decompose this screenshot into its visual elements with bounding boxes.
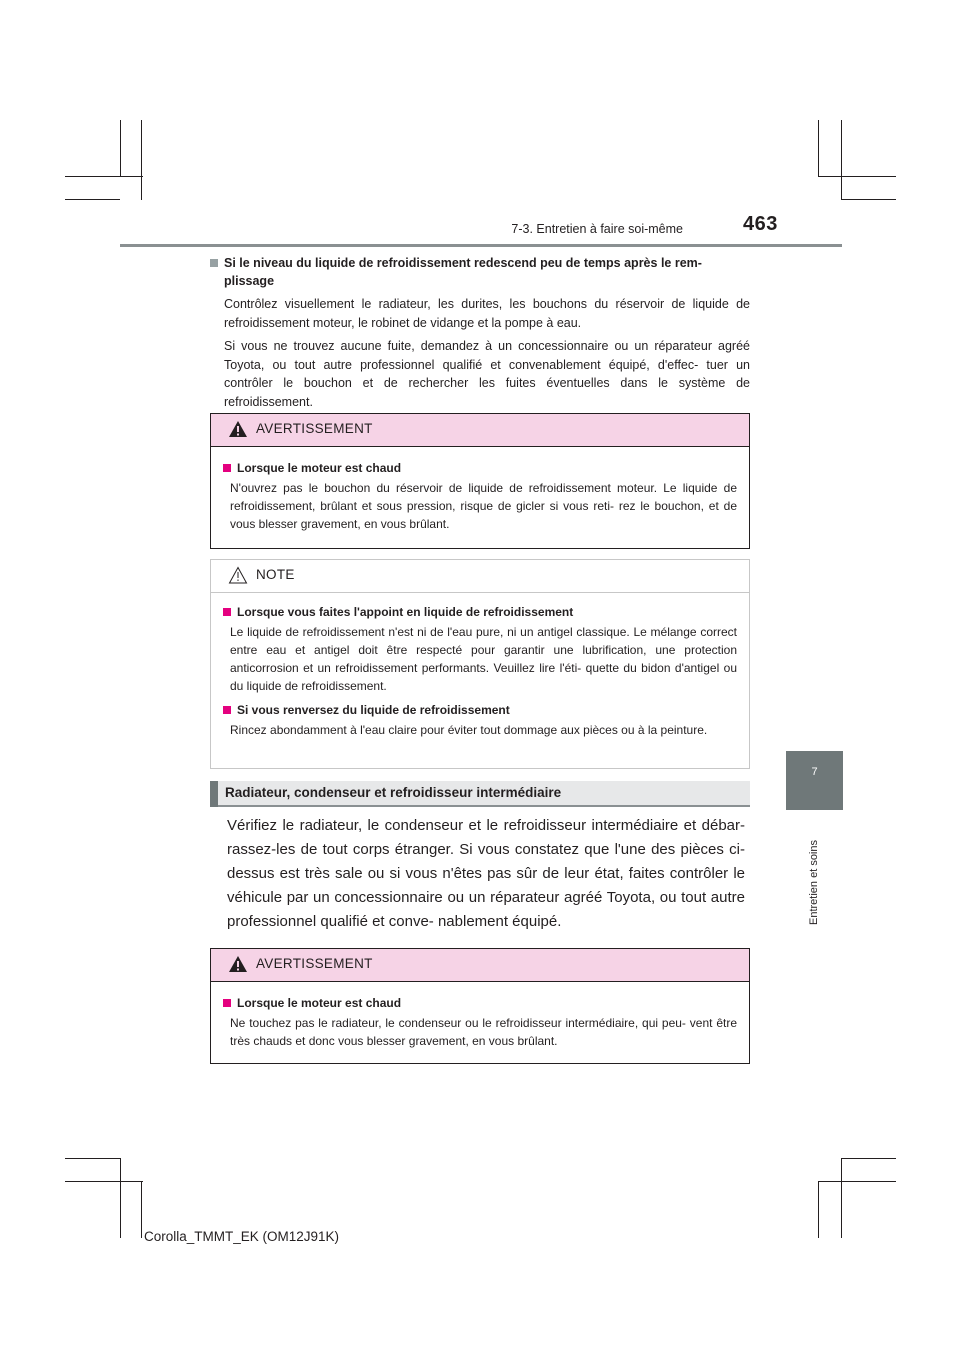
footer-doc-id: Corolla_TMMT_EK (OM12J91K) — [144, 1229, 340, 1244]
warning-header — [211, 949, 749, 982]
chapter-number: 7 — [811, 766, 818, 778]
section-title: 7-3. Entretien à faire soi-même — [511, 222, 683, 236]
note-header — [211, 560, 749, 593]
note-box — [210, 559, 750, 769]
square-bullet-icon — [223, 706, 231, 714]
section-heading: Radiateur, condenseur et refroidisseur intermédiaire — [225, 785, 562, 800]
warning-text: N'ouvrez pas le bouchon du réservoir de liquide de refroidissement moteur. Le liquide de refroidissement, brûlant et sous pression, risque de gicler si vous reti- rez le bouchon, et de vous blesser gravement, en vous brûlant. — [230, 481, 737, 531]
square-bullet-icon — [223, 608, 231, 616]
warning-title: AVERTISSEMENT — [256, 956, 373, 971]
warning-box — [210, 948, 750, 1064]
note-title: NOTE — [256, 567, 295, 582]
coolant-drop-paragraph: Si vous ne trouvez aucune fuite, demandez à un concessionnaire ou un réparateur agréé Toyota, ou tout autre professionnel qualifié et convenablement équipé, d'effec- tuer un contrôler le bouchon et de rechercher les fuites éventuelles dans le système de refroidissement. — [224, 339, 750, 409]
note-item-heading: Lorsque vous faites l'appoint en liquide de refroidissement — [223, 603, 737, 621]
warning-box — [210, 413, 750, 549]
chapter-tab[interactable] — [786, 751, 843, 810]
chapter-label: Entretien et soins — [807, 840, 820, 925]
header-rule — [120, 244, 842, 247]
warning-text: Ne touchez pas le radiateur, le condenseur ou le refroidisseur intermédiaire, qui peu- vent être très chauds et donc vous blesser gravement, en vous brûlant. — [230, 1016, 737, 1048]
coolant-drop-paragraph: Contrôlez visuellement le radiateur, les durites, les bouchons du réservoir de liquide de refroidissement moteur, le robinet de vidange et la pompe à eau. — [224, 297, 750, 330]
note-item-text: Le liquide de refroidissement n'est ni de l'eau pure, ni un antigel classique. Le mélange correct entre eau et antigel doit être respecté pour garantir une lubrification, une protection anticorrosion et un refroidissement performants. Veuillez lire l'éti- quette du bidon d'antigel ou du liquide de refroidissement. — [230, 625, 737, 693]
warning-header — [211, 414, 749, 447]
coolant-drop-section — [210, 254, 750, 411]
warning-triangle-icon — [228, 420, 248, 438]
radiator-paragraph: Vérifiez le radiateur, le condenseur et le refroidisseur intermédiaire et débar- rassez-les de tout corps étranger. Si vous constatez que l'une des pièces ci-dessus est très sale ou si vous n'êtes pas sûr de leur état, faites contrôler le véhicule par un concessionnaire ou un réparateur agréé Toyota, ou tout autre professionnel qualifié et conve- nablement équipé. — [227, 817, 745, 930]
warning-heading: Lorsque le moteur est chaud — [223, 459, 737, 477]
section-accent — [210, 781, 218, 807]
warning-heading: Lorsque le moteur est chaud — [223, 994, 737, 1012]
square-bullet-icon — [210, 259, 218, 267]
warning-triangle-icon — [228, 955, 248, 973]
coolant-drop-heading: Si le niveau du liquide de refroidissement redescend peu de temps après le rem- plissage — [210, 254, 750, 290]
note-item-heading: Si vous renversez du liquide de refroidissement — [223, 701, 737, 719]
page-number: 463 — [743, 213, 778, 235]
warning-title: AVERTISSEMENT — [256, 421, 373, 436]
note-item-text: Rincez abondamment à l'eau claire pour éviter tout dommage aux pièces ou à la peinture. — [230, 723, 708, 737]
section-heading-bar — [210, 781, 750, 807]
square-bullet-icon — [223, 464, 231, 472]
caution-triangle-icon — [228, 566, 248, 584]
square-bullet-icon — [223, 999, 231, 1007]
